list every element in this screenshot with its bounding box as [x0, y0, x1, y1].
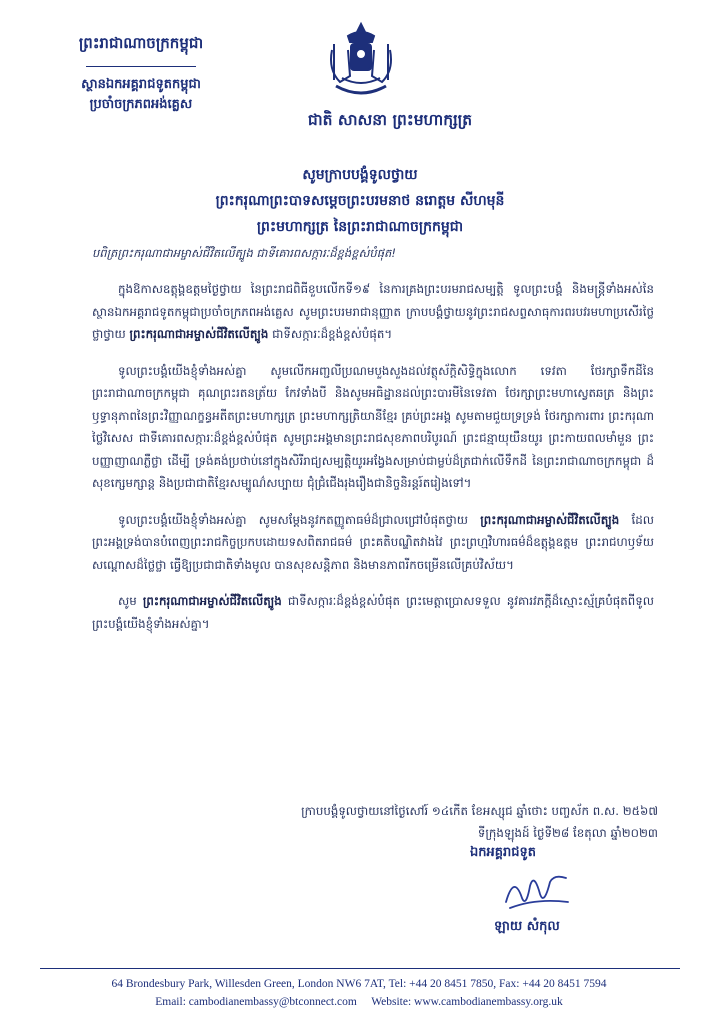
- date-block: [178, 800, 658, 844]
- embassy-name: ស្ថានឯកអគ្គរាជទូតកម្ពុជា: [81, 77, 201, 92]
- gregorian-date: ទីក្រុងឡុងដ៍ ថ្ងៃទី២៨ ខែតុលា ឆ្នាំ២០២៣: [477, 826, 658, 840]
- email-link[interactable]: cambodianembassy@btconnect.com: [188, 996, 357, 1008]
- paragraph-text: ទូលព្រះបង្គំយើងខ្ញុំទាំងអស់គ្នា សូមសម្តែងនូវកតញ្ញូតាធម៌ដ៏ជ្រាលជ្រៅបំផុតថ្វាយ: [118, 512, 481, 527]
- paragraph-text: ក្នុងឱកាសឧត្តុង្គឧត្តមថ្ងៃថ្វាយ នៃព្រះរាជពិធីខួបលើកទី១៩ នៃការគ្រងព្រះបរមរាជសម្បត្តិ ទូលព្រះបង្គំ និងមន្ត្រីទាំងអស់នៃស្ថានឯកអគ្គរាជទូតកម្ពុជាប្រចាំចក្រភពអង់គ្លេស សូមព្រះបរមរាជានុញ្ញាត ក្រាបបង្គំថ្វាយនូវព្រះរាជសព្ទសាធុការពរបវរមហាប្រសើរថ្លៃថ្លាថ្វាយ: [92, 282, 654, 341]
- footer-address: 64 Brondesbury Park, Willesden Green, London NW6 7AT, Tel: +44 20 8451 7850, Fax: +44 20 8451 7594: [111, 978, 607, 990]
- email-label: Email:: [155, 996, 189, 1008]
- letter-body: [92, 278, 654, 649]
- paragraph: ទូលព្រះបង្គំយើងខ្ញុំទាំងអស់គ្នា សូមលើកអញ្ជលីប្រណមបួងសួងដល់វត្ថុស័ក្ដិសិទ្ធិក្នុងលោក ទេវតា ថែរក្សាទឹកដីនៃព្រះរាជាណាចក្រកម្ពុជា គុណព្រះរតនត្រ័យ កែវទាំងបី និងសូមអធិដ្ឋានដល់ព្រះបារមីនៃទេវតា ថែរក្សាព្រះមហាស្វេតឆត្រ និងព្រះឫទ្ធានុភាពនៃព្រះវិញ្ញាណក្ខន្ធអតីតព្រះមហាក្សត្រ ព្រះមហាក្សត្រិយានីខ្មែរ គ្រប់ព្រះអង្គ សូមតាមជួយទ្រទ្រង់ ថែរក្សាការពារ ព្រះករុណាថ្លៃវិសេស ជាទីគោរពសក្ការៈដ៏ខ្ពង់ខ្ពស់បំផុត សូមព្រះអង្គមានព្រះរាជសុខភាពបរិបូរណ៍ ព្រះជន្មាយុយឺនយូរ ព្រះកាយពលមាំមួន ព្រះបញ្ញាញាណភ្លឺថ្លា ដើម្បី ទ្រង់គង់ប្រថាប់នៅក្នុងសិរីរាជ្យសម្បត្តិយូរអង្វែងសម្រាប់ជាម្លប់ដ៏ត្រជាក់លើទឹកដី នៃព្រះរាជាណាចក្រកម្ពុជា ដ៏សុខក្សេមក្សាន្ត និងប្រជាជាតិខ្មែរសម្បូណ៌សប្បាយ ជុំជ្រំជើងរុងរឿងជានិច្ចនិរន្តរ៍តរៀងទៅ។: [92, 363, 654, 490]
- paragraph: [92, 509, 654, 577]
- website-label: Website:: [371, 996, 415, 1008]
- recipient-address: [60, 162, 660, 240]
- paragraph: [92, 590, 654, 635]
- paragraph: [92, 278, 654, 346]
- address-line: ព្រះមហាក្សត្រ នៃព្រះរាជាណាចក្រកម្ពុជា: [256, 219, 464, 235]
- header-divider: [86, 66, 196, 67]
- address-line: សូមក្រាបបង្គំទូលថ្វាយ: [302, 167, 418, 183]
- embassy-location: ប្រចាំចក្រភពអង់គ្លេស: [89, 97, 193, 112]
- paragraph-text: ជាទីសក្ការៈដ៏ខ្ពង់ខ្ពស់បំផុត ព្រះមេត្តាប្រោសទទួល នូវគារវភក្តីដ៏ស្មោះស្ម័គ្រ​បំផុតពីទូលព្រះបង្គំយើងខ្ញុំទាំងអស់គ្នា។: [92, 594, 654, 631]
- signer-title: ឯកអគ្គរាជទូត: [470, 845, 537, 860]
- address-line: ព្រះករុណាព្រះបាទសម្ដេចព្រះបរមនាថ នរោត្តម សីហមុនី: [215, 193, 505, 209]
- lunar-date: ក្រាបបង្គំទូលថ្វាយនៅថ្ងៃសៅរ៍ ១៤កើត ខែអស្សុជ ឆ្នាំថោះ បញ្ចស័ក ព.ស. ២៥៦៧: [301, 804, 658, 818]
- national-motto: ជាតិ សាសនា ព្រះមហាក្សត្រ: [307, 111, 473, 129]
- paragraph-text: សូម: [118, 594, 143, 608]
- footer-divider: [40, 968, 680, 969]
- royal-title-bold: ព្រះករុណាជាអម្ចាស់ជីវិតលើត្បូង: [480, 512, 620, 527]
- royal-coat-of-arms-icon: [318, 20, 404, 100]
- paragraph-text: ដែលព្រះអង្គទ្រង់បានបំពេញព្រះរាជកិច្ចប្រកបដោយទសពិតរាជធម៌ ព្រះគតិបណ្ឌិតវាងវៃ ព្រះព្រហ្មវិហារធម៌ដ៏ឧត្តុង្គឧត្តម ព្រះរាជហឫទ័យសណ្ដោសដ៏ថ្លៃថ្លា ធ្វើឱ្យប្រជាជាតិទាំងមូល បានសុខសន្តិភាព និងមានភាពរីកចម្រើនលើគ្រប់វិស័យ។: [92, 512, 654, 572]
- kingdom-name: ព្រះរាជាណាចក្រកម្ពុជា: [78, 34, 204, 52]
- signer-name: ឡាយ សំកុល: [494, 919, 560, 934]
- handwritten-signature-icon: [500, 868, 572, 912]
- royal-title-bold: ព្រះករុណាជាអម្ចាស់ជីវិតលើត្បូង: [129, 327, 269, 341]
- royal-title-bold: ព្រះករុណាជាអម្ចាស់ជីវិតលើត្បូង: [142, 594, 282, 608]
- footer: [20, 975, 698, 1011]
- paragraph-text: ជាទីសក្ការៈដ៏ខ្ពង់ខ្ពស់បំផុត។: [268, 327, 393, 341]
- footer-contact: [20, 993, 698, 1011]
- salutation: បពិត្រព្រះករុណាជាអម្ចាស់ជីវិតលើត្បូង ជាទីគោរពសក្ការៈដ៏ខ្ពង់ខ្ពស់បំផុត!: [92, 246, 396, 260]
- sender-header: [26, 34, 256, 115]
- website-link[interactable]: www.cambodianembassy.org.uk: [414, 996, 563, 1008]
